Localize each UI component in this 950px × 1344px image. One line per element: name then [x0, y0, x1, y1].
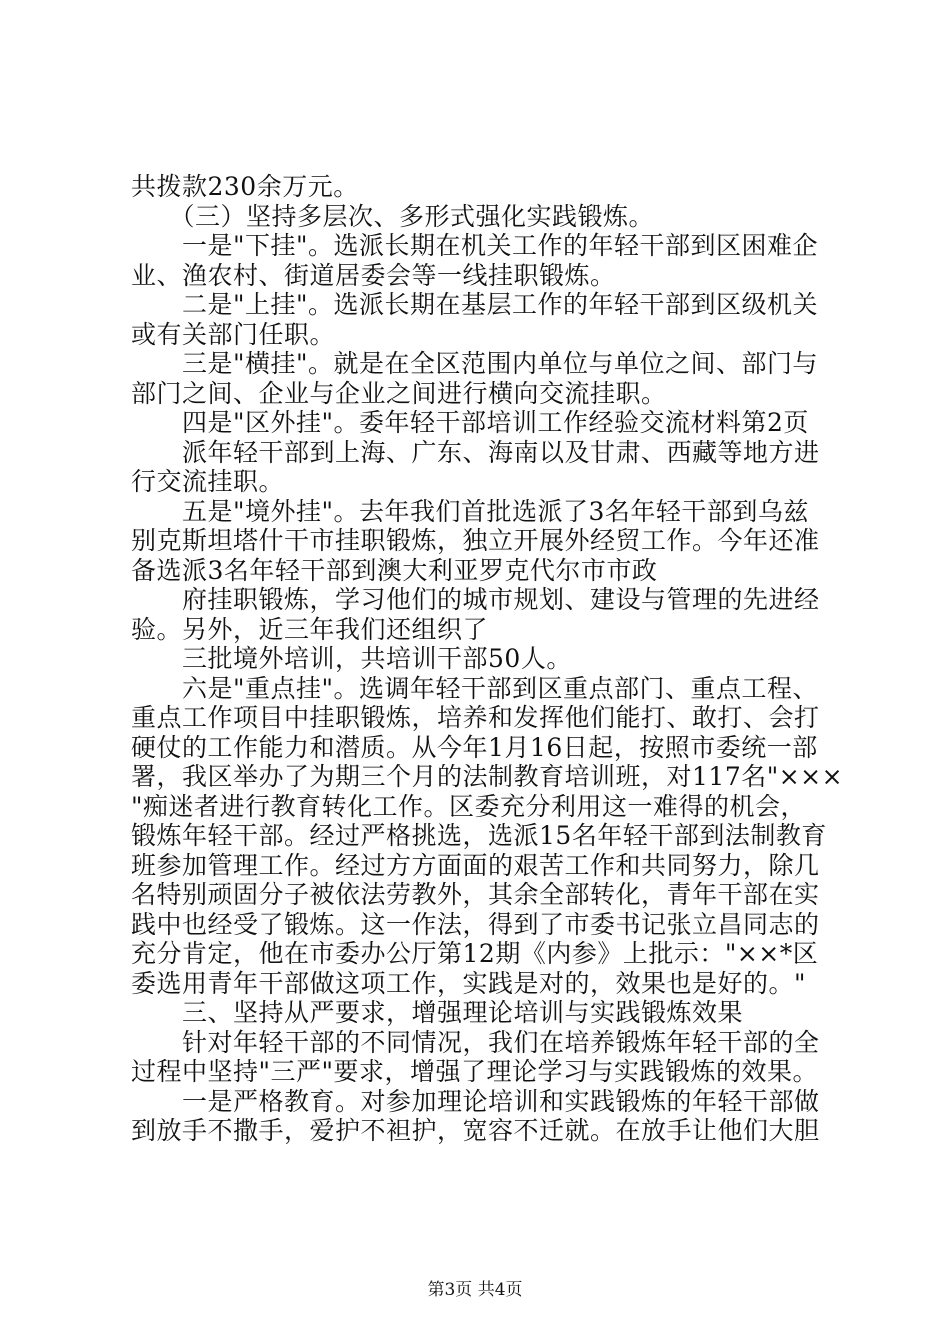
text-line: 五是"境外挂"。去年我们首批选派了3名年轻干部到乌兹 — [131, 496, 809, 526]
text-line: 三是"横挂"。就是在全区范围内单位与单位之间、部门与 — [131, 349, 819, 378]
text-line: 派年轻干部到上海、广东、海南以及甘肃、西藏等地方进 — [131, 437, 820, 467]
text-line: 六是"重点挂"。选调年轻干部到区重点部门、重点工程、 — [131, 673, 819, 703]
text-line: 二是"上挂"。选派长期在基层工作的年轻干部到区级机关 — [131, 290, 819, 319]
text-line: 业、渔农村、街道居委会等一线挂职锻炼。 — [131, 260, 616, 290]
text-line: 锻炼年轻干部。经过严格挑选，选派15名年轻干部到法制教育 — [131, 821, 827, 850]
text-line: 到放手不撒手，爱护不袒护，宽容不迁就。在放手让他们大胆 — [131, 1116, 820, 1145]
text-line: 班参加管理工作。经过方方面面的艰苦工作和共同努力，除几 — [131, 850, 820, 880]
text-line: 重点工作项目中挂职锻炼，培养和发挥他们能打、敢打、会打 — [131, 703, 820, 732]
text-line: 共拨款230余万元。 — [131, 172, 359, 201]
text-line: 一是"下挂"。选派长期在机关工作的年轻干部到区困难企 — [131, 231, 819, 260]
text-line: 或有关部门任职。 — [131, 319, 336, 349]
text-line: 三、坚持从严要求，增强理论培训与实践锻炼效果 — [131, 998, 744, 1027]
text-line: 一是严格教育。对参加理论培训和实践锻炼的年轻干部做 — [131, 1086, 820, 1116]
text-line: 充分肯定，他在市委办公厅第12期《内参》上批示："××*区 — [131, 939, 819, 968]
text-line: 行交流挂职。 — [131, 467, 285, 496]
text-line: 过程中坚持"三严"要求，增强了理论学习与实践锻炼的效果。 — [131, 1057, 819, 1086]
text-line: 硬仗的工作能力和潜质。从今年1月16日起，按照市委统一部 — [131, 732, 818, 762]
text-line: （三）坚持多层次、多形式强化实践锻炼。 — [131, 201, 655, 231]
text-line: 针对年轻干部的不同情况，我们在培养锻炼年轻干部的全 — [131, 1027, 820, 1057]
text-line: 三批境外培训，共培训干部50人。 — [131, 644, 572, 673]
text-line: 名特别顽固分子被依法劳教外，其余全部转化，青年干部在实 — [131, 880, 820, 909]
text-line: 署，我区举办了为期三个月的法制教育培训班，对117名"××× — [131, 762, 844, 791]
text-line: "痴迷者进行教育转化工作。区委充分利用这一难得的机会， — [131, 791, 807, 821]
text-line: 部门之间、企业与企业之间进行横向交流挂职。 — [131, 378, 667, 408]
text-line: 四是"区外挂"。委年轻干部培训工作经验交流材料第2页 — [131, 408, 809, 437]
text-line: 别克斯坦塔什干市挂职锻炼，独立开展外经贸工作。今年还准 — [131, 526, 820, 555]
page-footer: 第3页 共4页 — [427, 1280, 523, 1300]
text-line: 委选用青年干部做这项工作，实践是对的，效果也是好的。" — [131, 968, 807, 998]
text-line: 验。另外，近三年我们还组织了 — [131, 614, 489, 644]
text-line: 府挂职锻炼，学习他们的城市规划、建设与管理的先进经 — [131, 585, 820, 614]
text-line: 备选派3名年轻干部到澳大利亚罗克代尔市市政 — [131, 555, 658, 585]
text-line: 践中也经受了锻炼。这一作法，得到了市委书记张立昌同志的 — [131, 909, 820, 939]
body-text — [131, 172, 844, 1146]
